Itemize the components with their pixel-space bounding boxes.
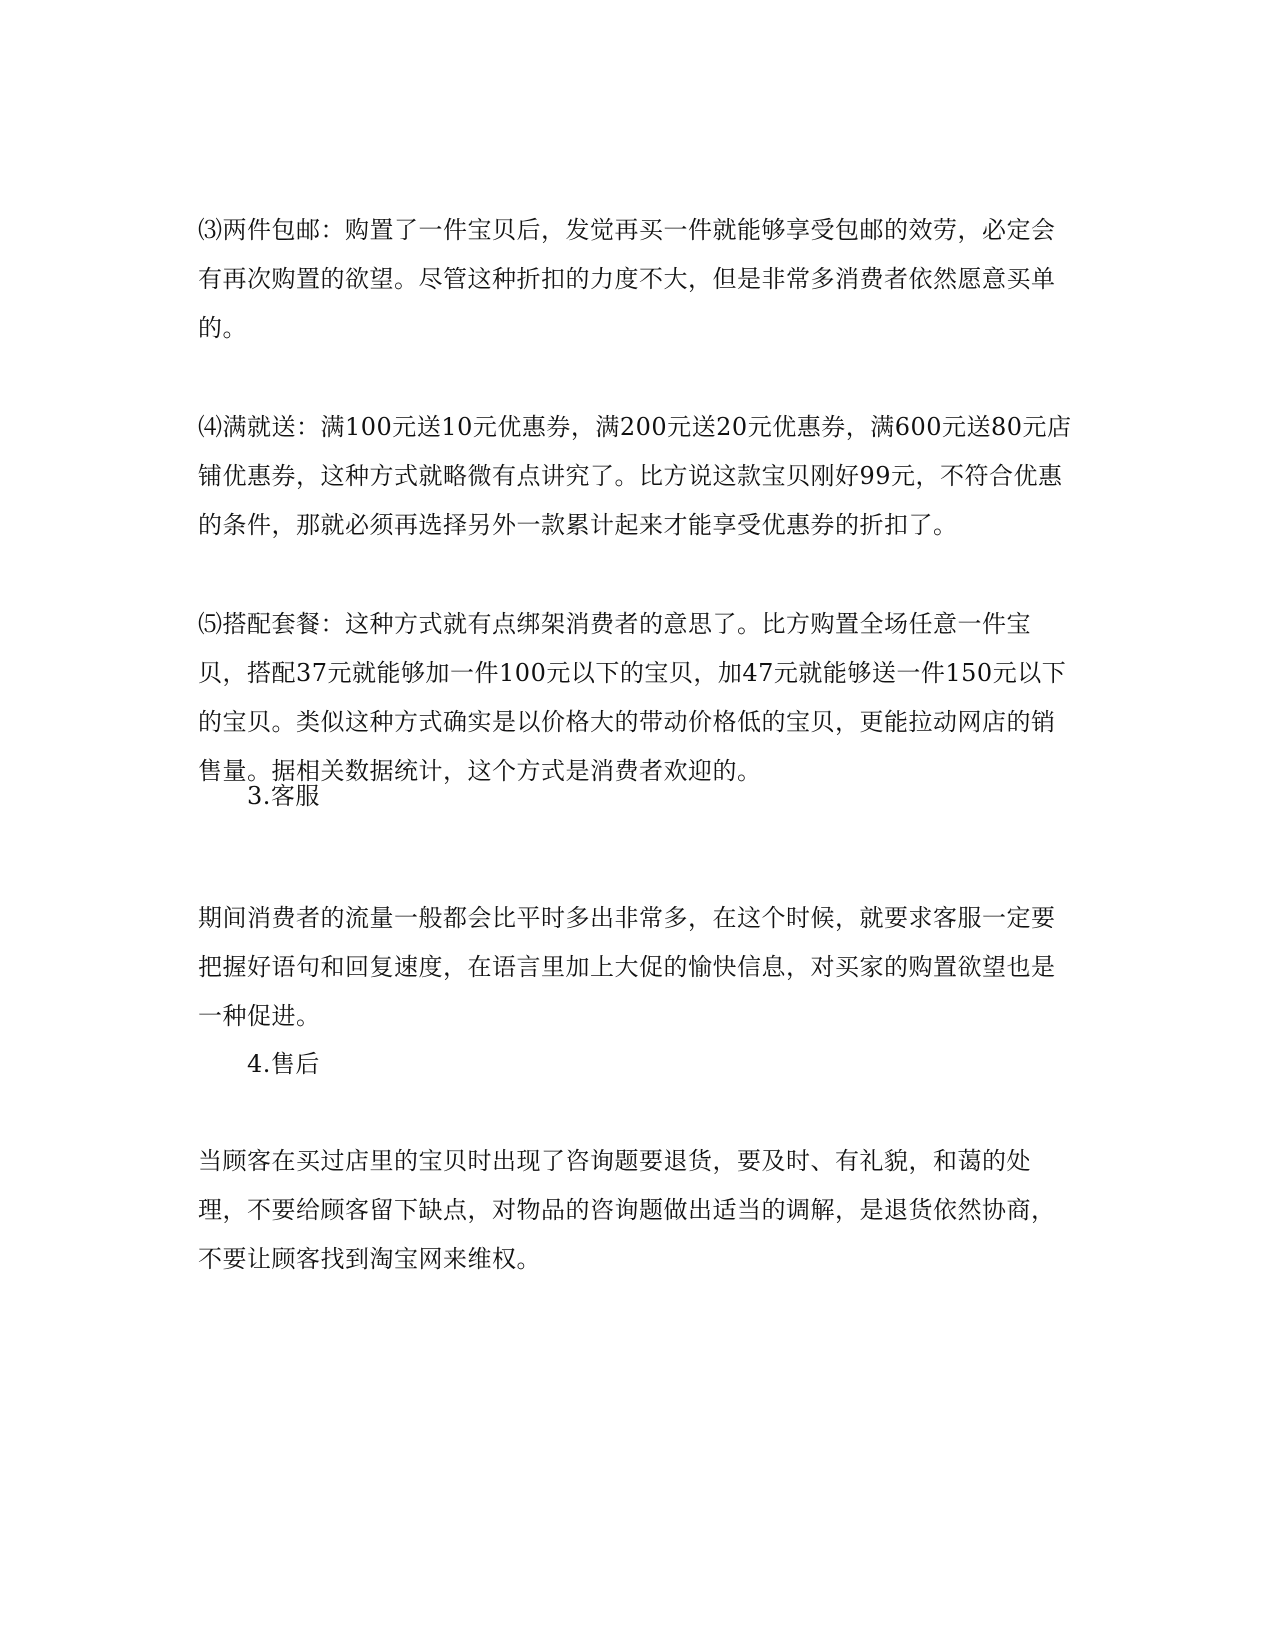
paragraph-customer-service: 期间消费者的流量一般都会比平时多出非常多，在这个时候，就要求客服一定要把握好语句和回复速度，在语言里加上大促的愉快信息，对买家的购置欲望也是一种促进。 <box>198 904 1056 1030</box>
section-heading-after-sales: 4.售后 <box>247 1050 320 1078</box>
paragraph-two-items-free-shipping: ⑶两件包邮：购置了一件宝贝后，发觉再买一件就能够享受包邮的效劳，必定会有再次购置的欲望。尽管这种折扣的力度不大，但是非常多消费者依然愿意买单的。 <box>198 216 1056 342</box>
paragraph-bundle-package: ⑸搭配套餐：这种方式就有点绑架消费者的意思了。比方购置全场任意一件宝贝，搭配37元就能够加一件100元以下的宝贝，加47元就能够送一件150元以下的宝贝。类似这种方式确实是以价格大的带动价格低的宝贝，更能拉动网店的销售量。据相关数据统计，这个方式是消费者欢迎的。 <box>198 610 1067 785</box>
paragraph-after-sales: 当顾客在买过店里的宝贝时出现了咨询题要退货，要及时、有礼貌，和蔼的处理，不要给顾客留下缺点，对物品的咨询题做出适当的调解，是退货依然协商，不要让顾客找到淘宝网来维权。 <box>198 1147 1056 1273</box>
paragraph-spend-and-get: ⑷满就送：满100元送10元优惠券，满200元送20元优惠券，满600元送80元店铺优惠券，这种方式就略微有点讲究了。比方说这款宝贝刚好99元，不符合优惠的条件，那就必须再选择另外一款累计起来才能享受优惠券的折扣了。 <box>198 413 1072 539</box>
section-heading-customer-service: 3.客服 <box>247 782 320 810</box>
